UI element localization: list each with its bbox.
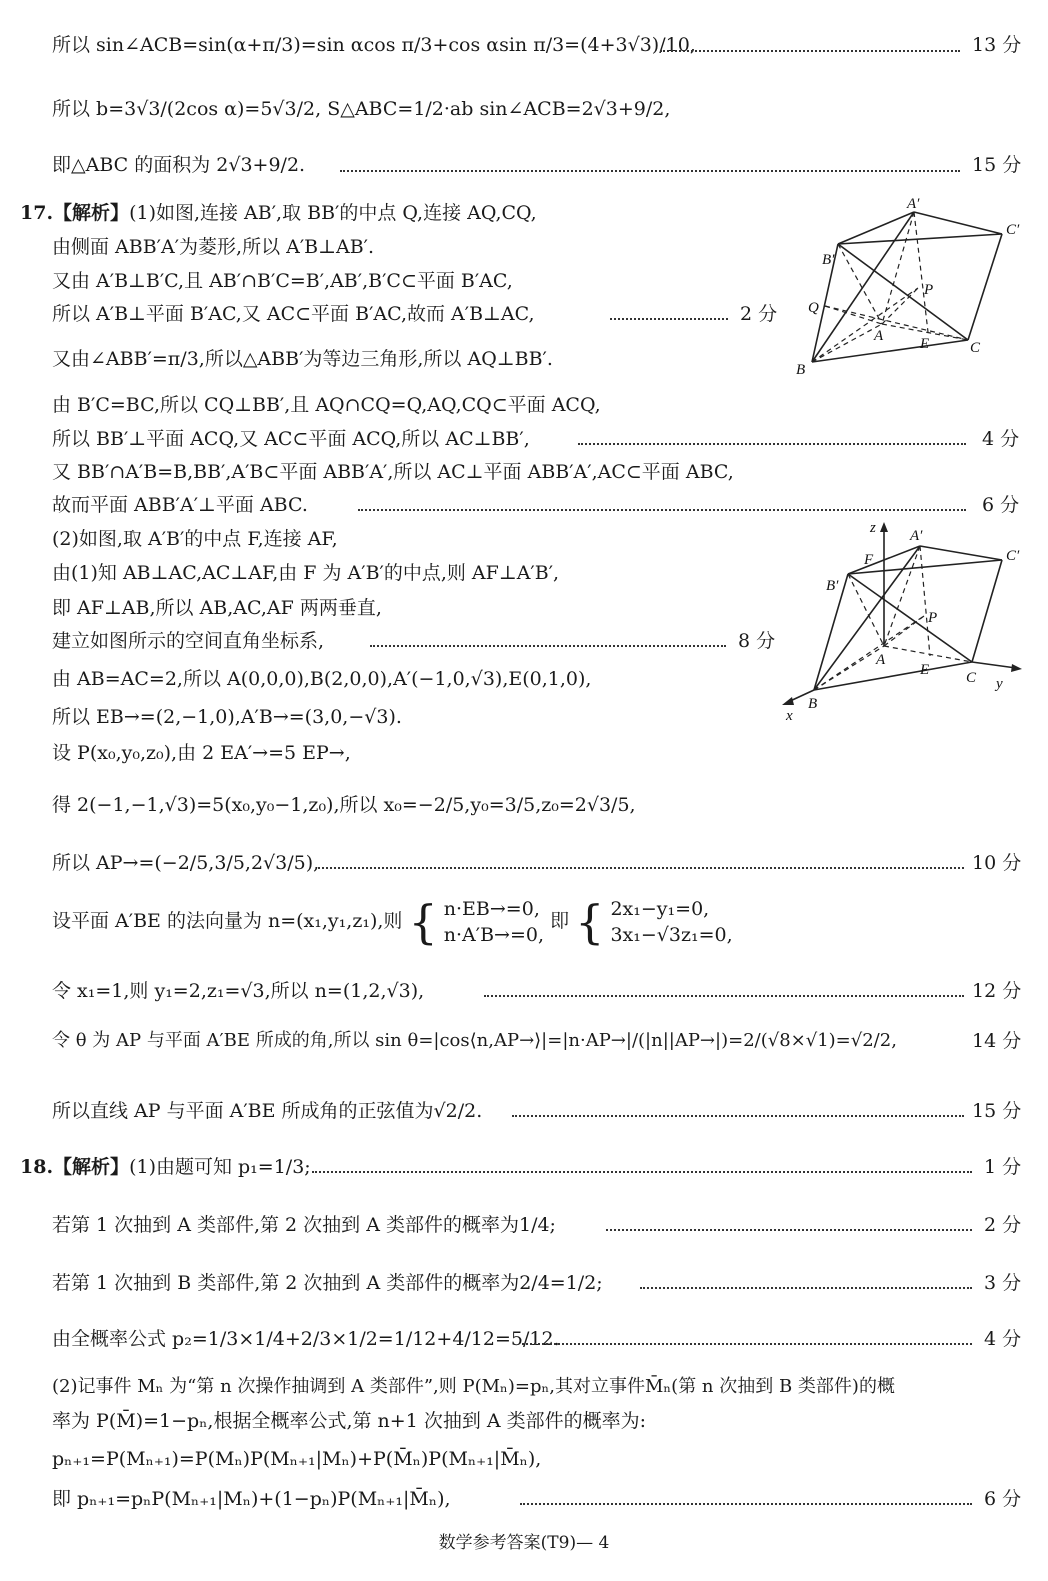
- dot-leader: [370, 645, 726, 647]
- solution-line: 又 BB′∩A′B=B,BB′,A′B⊂平面 ABB′A′,所以 AC⊥平面 ABB′A′,AC⊂平面 ABC,: [52, 461, 734, 483]
- vertex-label: P: [924, 282, 934, 298]
- left-brace: {: [408, 895, 438, 949]
- vertex-label: C′: [1006, 548, 1020, 564]
- equation: 3x₁−√3z₁=0,: [610, 924, 733, 946]
- equation: n·EB→=0,: [443, 898, 540, 920]
- score-mark: 6 分: [982, 494, 1020, 516]
- solution-line: 由全概率公式 p₂=1/3×1/4+2/3×1/2=1/12+4/12=5/12.: [52, 1328, 560, 1350]
- solution-line: 设 P(x₀,y₀,z₀),由 2 EA′→=5 EP→,: [52, 742, 351, 764]
- vertex-label: B′: [822, 252, 835, 268]
- solution-line: 所以 BB′⊥平面 ACQ,又 AC⊂平面 ACQ,所以 AC⊥BB′,: [52, 428, 530, 450]
- edge: [838, 234, 1002, 244]
- score-mark: 8 分: [738, 630, 776, 652]
- question-17-heading: 17.【解析】: [20, 202, 130, 224]
- solution-text: (1)如图,连接 AB′,取 BB′的中点 Q,连接 AQ,CQ,: [129, 202, 537, 224]
- score-mark: 10 分: [972, 852, 1022, 874]
- edge: [814, 662, 972, 690]
- dot-leader: [522, 1343, 972, 1345]
- vertex-label: A′: [910, 528, 923, 544]
- left-brace: {: [575, 895, 605, 949]
- solution-text: 设平面 A′BE 的法向量为 n=(x₁,y₁,z₁),则: [52, 910, 403, 932]
- vertex-label: B′: [826, 578, 839, 594]
- solution-line: 故而平面 ABB′A′⊥平面 ABC.: [52, 494, 308, 516]
- solution-line: 所以直线 AP 与平面 A′BE 所成角的正弦值为√2/2.: [52, 1100, 483, 1122]
- edge: [838, 244, 968, 340]
- hidden-edge: [812, 288, 918, 362]
- axis-label: y: [996, 676, 1003, 692]
- equation: n·A′B→=0,: [443, 924, 545, 946]
- score-mark: 2 分: [740, 303, 778, 325]
- score-mark: 2 分: [984, 1214, 1022, 1236]
- solution-line: 即△ABC 的面积为 2√3+9/2.: [52, 154, 306, 176]
- solution-line: 得 2(−1,−1,√3)=5(x₀,y₀−1,z₀),所以 x₀=−2/5,y₀=3/5,z₀=2√3/5,: [52, 794, 636, 816]
- dot-leader: [512, 1115, 964, 1117]
- score-mark: 6 分: [984, 1488, 1022, 1510]
- vertex-label: B: [808, 696, 818, 712]
- axis-label: x: [786, 708, 793, 724]
- vertex-label: P: [928, 610, 938, 626]
- vertex-label: E: [920, 336, 930, 352]
- page-footer: 数学参考答案(T9)— 4: [438, 1533, 610, 1553]
- dot-leader: [660, 50, 960, 52]
- solution-line: 所以 b=3√3/(2cos α)=5√3/2, S△ABC=1/2·ab sin∠ACB=2√3+9/2,: [52, 98, 671, 120]
- prism-figure-2: [780, 516, 1030, 726]
- dot-leader: [520, 1503, 972, 1505]
- solution-line: 令 x₁=1,则 y₁=2,z₁=√3,所以 n=(1,2,√3),: [52, 980, 425, 1002]
- solution-line: 率为 P(M̄)=1−pₙ,根据全概率公式,第 n+1 次抽到 A 类部件的概率为:: [52, 1410, 647, 1432]
- solution-line: (2)记事件 Mₙ 为“第 n 次操作抽调到 A 类部件”,则 P(Mₙ)=pₙ,其对立事件M̄ₙ(第 n 次抽到 B 类部件)的概: [52, 1376, 895, 1397]
- edge: [972, 560, 1002, 662]
- solution-line: 即 AF⊥AB,所以 AB,AC,AF 两两垂直,: [52, 597, 382, 619]
- score-mark: 15 分: [972, 1100, 1022, 1122]
- score-mark: 4 分: [984, 1328, 1022, 1350]
- hidden-edge: [814, 616, 924, 690]
- hidden-edge: [884, 546, 920, 646]
- vertex-label: B: [796, 362, 806, 378]
- dot-leader: [578, 443, 966, 445]
- y-axis-arrow: [1011, 664, 1022, 672]
- dot-leader: [484, 995, 964, 997]
- score-mark: 14 分: [972, 1030, 1022, 1052]
- dot-leader: [312, 1171, 972, 1173]
- hidden-edge: [914, 212, 928, 332]
- y-axis: [972, 662, 1016, 668]
- prism-figure-1: [790, 192, 1030, 382]
- solution-line: 建立如图所示的空间直角坐标系,: [52, 630, 325, 652]
- solution-line: 由(1)知 AB⊥AC,AC⊥AF,由 F 为 A′B′的中点,则 AF⊥A′B′,: [52, 562, 560, 584]
- solution-line: 由 B′C=BC,所以 CQ⊥BB′,且 AQ∩CQ=Q,AQ,CQ⊂平面 ACQ,: [52, 394, 601, 416]
- vertex-label: A: [876, 652, 886, 668]
- vertex-label: C′: [1006, 222, 1020, 238]
- x-axis-arrow: [782, 697, 794, 705]
- equation-system: [610, 896, 732, 948]
- vertex-label: A: [874, 328, 884, 344]
- question-18-line: [20, 1154, 311, 1180]
- solution-text: (1)由题可知 p₁=1/3;: [129, 1156, 311, 1178]
- question-18-heading: 18.【解析】: [20, 1156, 130, 1178]
- hidden-edge: [825, 306, 968, 340]
- vertex-label: C: [970, 340, 981, 356]
- solution-line: 又由∠ABB′=π/3,所以△ABB′为等边三角形,所以 AQ⊥BB′.: [52, 348, 553, 370]
- dot-leader: [606, 1229, 972, 1231]
- solution-line: 令 θ 为 AP 与平面 A′BE 所成的角,所以 sin θ=|cos⟨n,AP→⟩|=|n·AP→|/(|n||AP→|)=2/(√8×√1)=√2/2,: [52, 1030, 897, 1051]
- solution-line: 由 AB=AC=2,所以 A(0,0,0),B(2,0,0),A′(−1,0,√3),E(0,1,0),: [52, 668, 592, 690]
- solution-line: 若第 1 次抽到 B 类部件,第 2 次抽到 A 类部件的概率为2/4=1/2;: [52, 1272, 603, 1294]
- edge: [968, 234, 1002, 340]
- dot-leader: [318, 867, 964, 869]
- solution-line: 又由 A′B⊥B′C,且 AB′∩B′C=B′,AB′,B′C⊂平面 B′AC,: [52, 270, 513, 292]
- score-mark: 1 分: [984, 1156, 1022, 1178]
- score-mark: 3 分: [984, 1272, 1022, 1294]
- solution-line: 所以 EB→=(2,−1,0),A′B→=(3,0,−√3).: [52, 706, 402, 728]
- solution-line: 由侧面 ABB′A′为菱形,所以 A′B⊥AB′.: [52, 236, 375, 258]
- solution-text: 即: [550, 910, 570, 932]
- hidden-edge: [882, 288, 918, 324]
- edge: [812, 212, 914, 362]
- question-17-line: [20, 200, 537, 226]
- equation-system: [444, 896, 544, 948]
- hidden-edge: [882, 212, 914, 324]
- edge: [914, 212, 1002, 234]
- edge: [812, 340, 968, 362]
- equation: 2x₁−y₁=0,: [610, 898, 710, 920]
- vertex-label: E: [920, 662, 930, 678]
- solution-line: 若第 1 次抽到 A 类部件,第 2 次抽到 A 类部件的概率为1/4;: [52, 1214, 556, 1236]
- hidden-edge: [884, 646, 972, 662]
- hidden-edge: [920, 546, 930, 656]
- score-mark: 4 分: [982, 428, 1020, 450]
- axis-label: z: [870, 520, 876, 536]
- edge: [920, 546, 1002, 560]
- solution-line: 所以 A′B⊥平面 B′AC,又 AC⊂平面 B′AC,故而 A′B⊥AC,: [52, 303, 535, 325]
- solution-line: 所以 AP→=(−2/5,3/5,2√3/5),: [52, 852, 320, 874]
- solution-line: (2)如图,取 A′B′的中点 F,连接 AF,: [52, 528, 338, 550]
- vertex-label: F: [864, 552, 874, 568]
- score-mark: 12 分: [972, 980, 1022, 1002]
- vertex-label: A′: [907, 196, 920, 212]
- z-axis-arrow: [880, 522, 888, 532]
- solution-line: pₙ₊₁=P(Mₙ₊₁)=P(Mₙ)P(Mₙ₊₁|Mₙ)+P(M̄ₙ)P(Mₙ₊₁|M̄ₙ),: [52, 1448, 542, 1470]
- solution-line: 所以 sin∠ACB=sin(α+π/3)=sin αcos π/3+cos αsin π/3=(4+3√3)/10,: [52, 34, 696, 56]
- vertex-label: C: [966, 670, 977, 686]
- vertex-label: Q: [808, 300, 819, 316]
- score-mark: 13 分: [972, 34, 1022, 56]
- dot-leader: [340, 170, 960, 172]
- dot-leader: [640, 1287, 972, 1289]
- dot-leader: [610, 318, 728, 320]
- solution-line: 即 pₙ₊₁=pₙP(Mₙ₊₁|Mₙ)+(1−pₙ)P(Mₙ₊₁|M̄ₙ),: [52, 1488, 451, 1510]
- score-mark: 15 分: [972, 154, 1022, 176]
- dot-leader: [358, 509, 966, 511]
- normal-vector-system: [52, 896, 733, 948]
